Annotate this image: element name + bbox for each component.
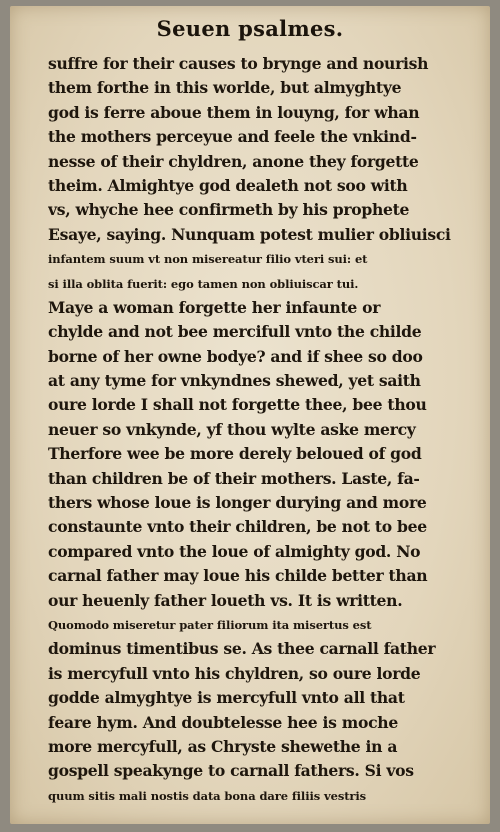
text-line: more mercyfull, as Chryste shewethe in a <box>48 736 398 756</box>
text-line: is mercyfull vnto his chyldren, so oure lorde <box>48 663 421 683</box>
book-page <box>10 6 490 824</box>
latin-line: Quomodo miseretur pater filiorum ita misertus est <box>48 617 372 632</box>
running-header: Seuen psalmes. <box>156 16 344 41</box>
text-line: oure lorde I shall not forgette thee, bee thou <box>48 395 427 415</box>
latin-line: quum sitis mali nostis data bona dare filiis vestris <box>48 788 367 803</box>
text-line: constaunte vnto their children, be not to bee <box>48 517 427 537</box>
text-line: suffre for their causes to brynge and nourish <box>48 54 429 73</box>
text-line: feare hym. And doubtelesse hee is moche <box>48 712 398 732</box>
text-line: them forthe in this worlde, but almyghtye <box>48 78 402 98</box>
text-line: carnal father may loue his childe better than <box>48 566 428 586</box>
text-line: godde almyghtye is mercyfull vnto all that <box>48 688 405 708</box>
text-line: chylde and not bee mercifull vnto the childe <box>48 322 422 342</box>
text-line: vs, whyche hee confirmeth by his prophete <box>48 200 410 220</box>
text-line: god is ferre aboue them in louyng, for whan <box>48 102 420 122</box>
text-line: compared vnto the loue of almighty god. No <box>48 541 421 561</box>
text-line: Maye a woman forgette her infaunte or <box>48 297 381 317</box>
text-line: thers whose loue is longer durying and more <box>48 493 427 513</box>
text-line: borne of her owne bodye? and if shee so doo <box>48 346 423 366</box>
text-line: Therfore wee be more derely beloued of god <box>48 444 422 464</box>
text-line: neuer so vnkynde, yf thou wylte aske mercy <box>48 419 416 439</box>
text-line: the mothers perceyue and feele the vnkind- <box>48 127 417 147</box>
text-line: gospell speakynge to carnall fathers. Si vos <box>48 761 414 781</box>
text-line: than children be of their mothers. Laste, fa- <box>48 468 420 488</box>
text-line: at any tyme for vnkyndnes shewed, yet saith <box>48 371 421 391</box>
latin-line: infantem suum vt non misereatur filio vteri sui: et <box>48 252 368 267</box>
body-text <box>48 52 460 808</box>
text-line: our heuenly father loueth vs. It is written. <box>48 590 403 610</box>
text-line: Esaye, saying. Nunquam potest mulier obliuisci <box>48 224 451 244</box>
text-line: theim. Almightye god dealeth not soo with <box>48 175 408 195</box>
text-line: dominus timentibus se. As thee carnall father <box>48 639 436 659</box>
latin-line: si illa oblita fuerit: ego tamen non obliuiscar tui. <box>48 276 359 291</box>
text-line: nesse of their chyldren, anone they forgette <box>48 151 419 171</box>
